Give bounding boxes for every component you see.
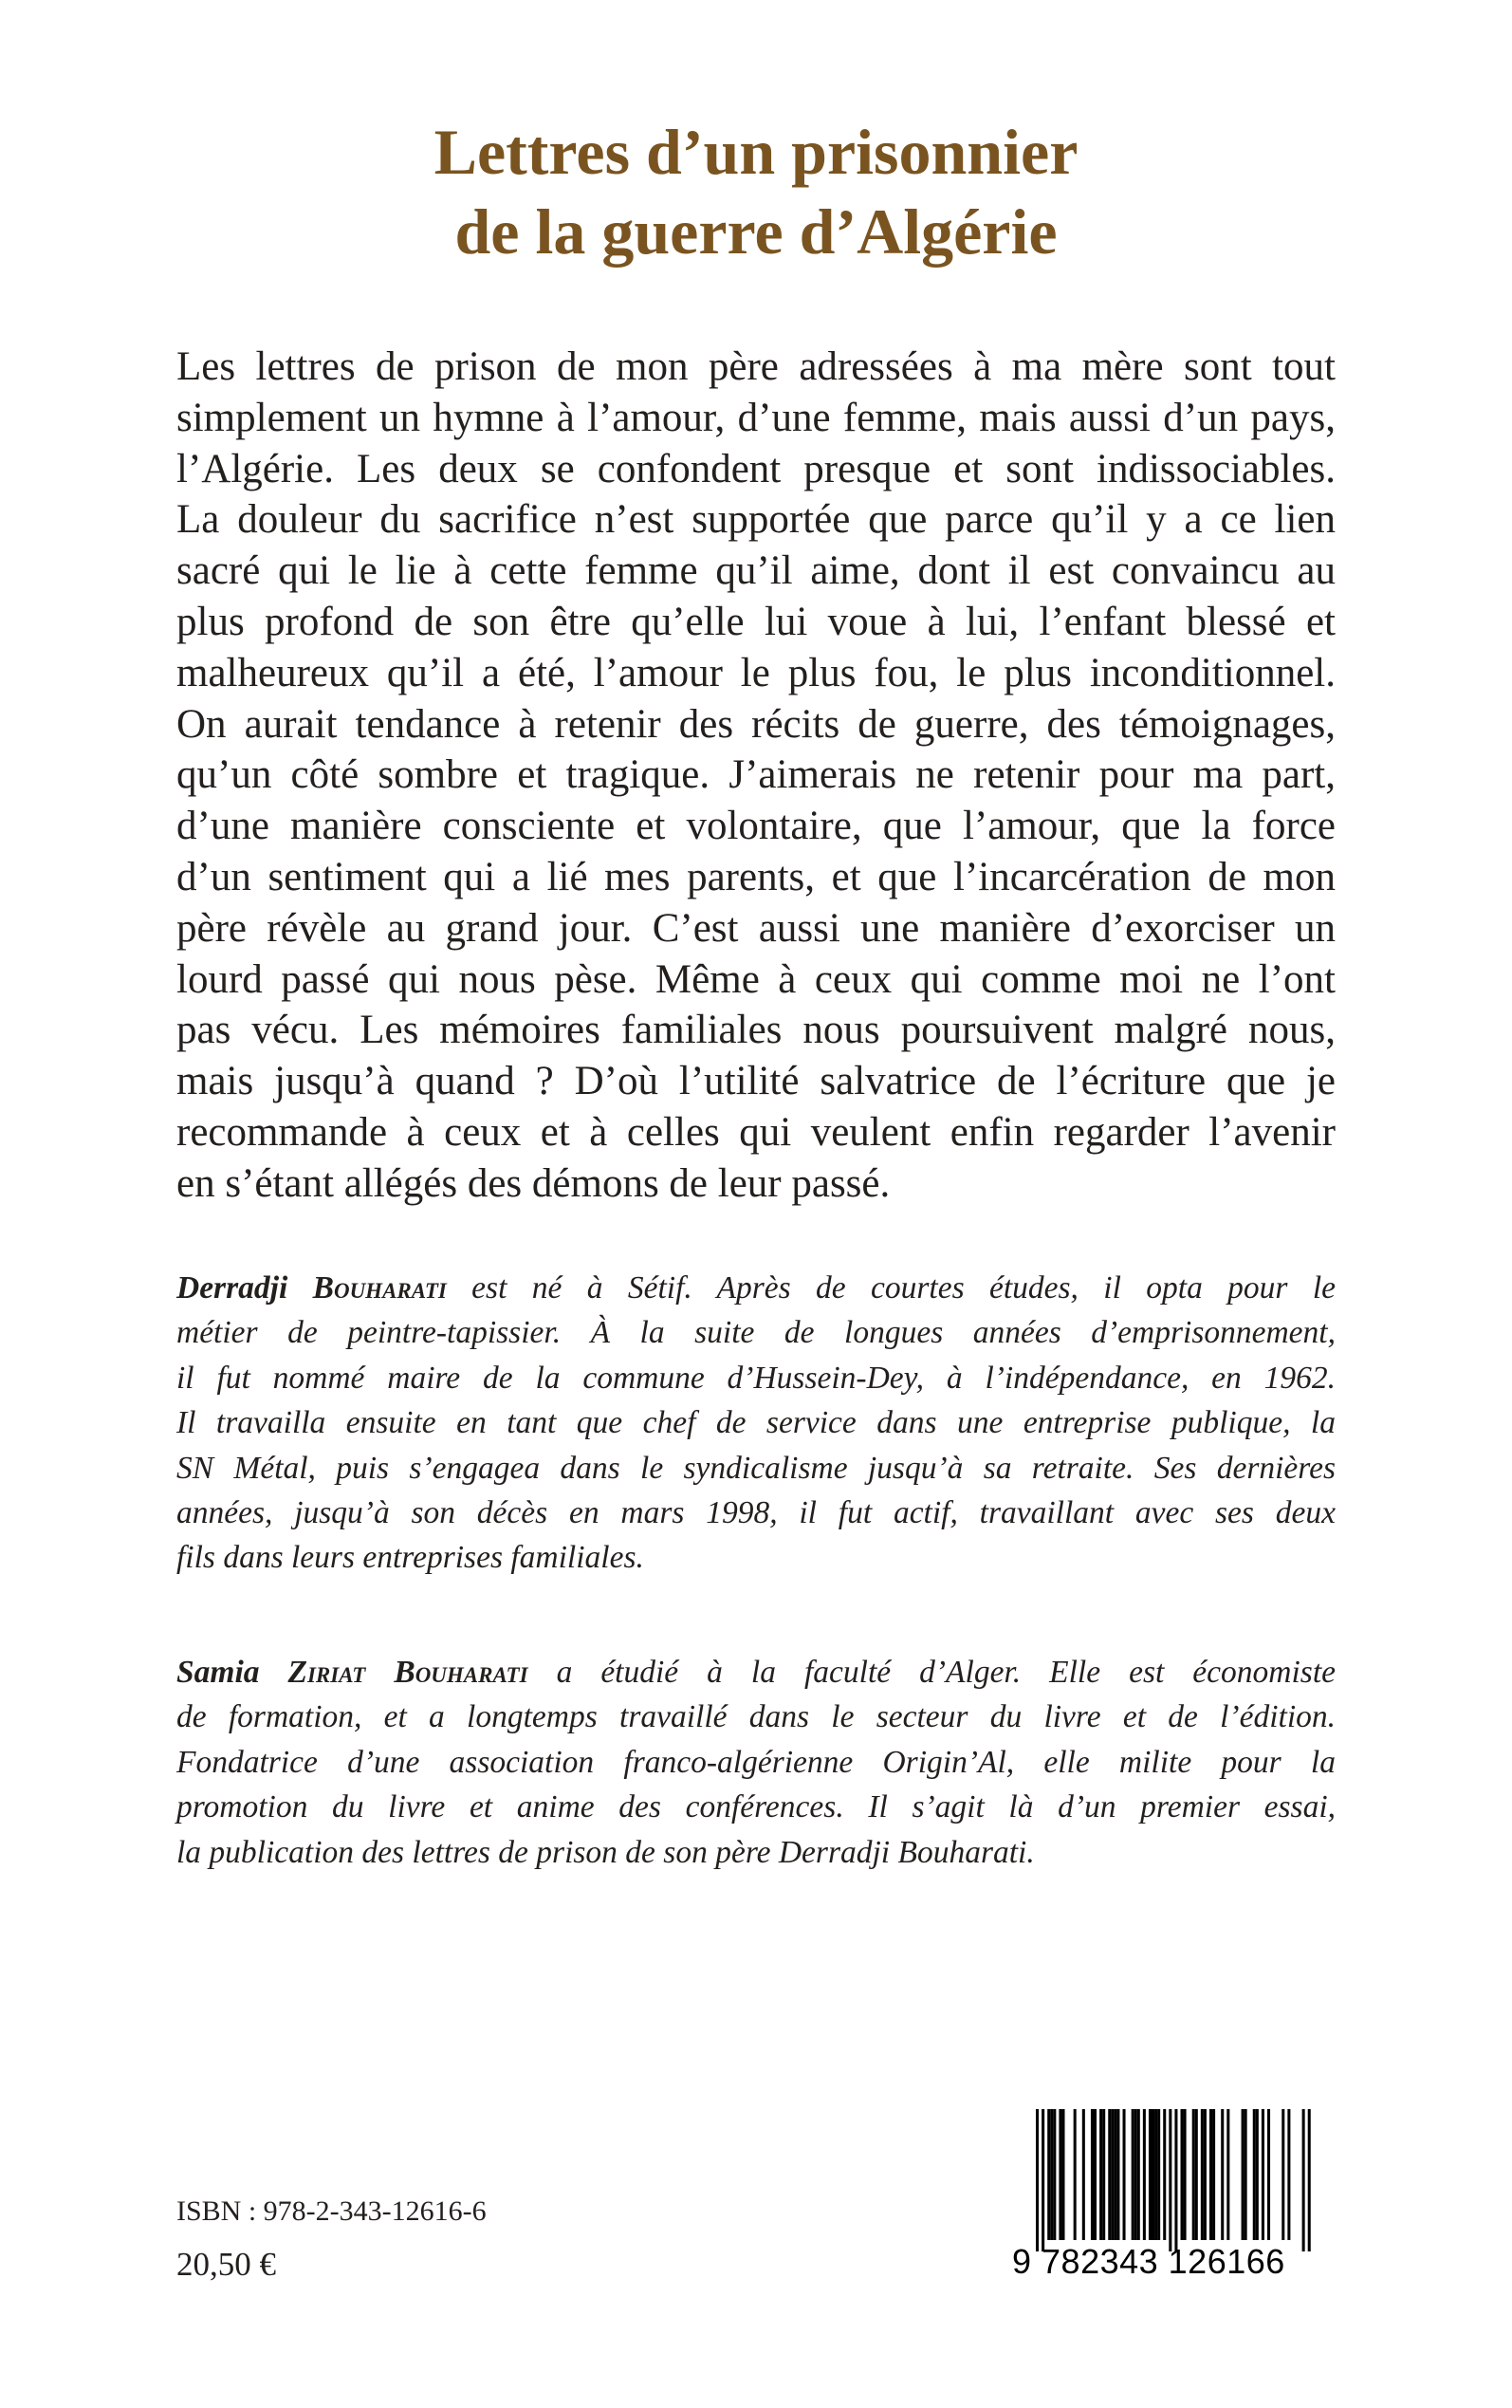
barcode-bar bbox=[1094, 2109, 1097, 2240]
barcode-bar bbox=[1287, 2109, 1290, 2240]
bio-line: années, jusqu’à son décès en mars 1998, il fut actif, travaillant avec ses deux bbox=[176, 1494, 1336, 1530]
barcode-bar bbox=[1174, 2109, 1177, 2251]
bio-line: fils dans leurs entreprises familiales. bbox=[176, 1540, 644, 1576]
barcode-bar bbox=[1154, 2109, 1157, 2240]
book-title bbox=[0, 112, 1512, 271]
bio-line bbox=[176, 1650, 1336, 1695]
barcode-bar bbox=[1111, 2109, 1114, 2240]
barcode-bar bbox=[1221, 2109, 1224, 2240]
bio-line bbox=[176, 1266, 1336, 1310]
barcode-bar bbox=[1074, 2109, 1077, 2240]
author-first-name: Derradji bbox=[176, 1270, 288, 1306]
bio-line: SN Métal, puis s’engagea dans le syndicalisme jusqu’à sa retraite. Ses dernières bbox=[176, 1450, 1336, 1486]
summary-line: simplement un hymne à l’amour, d’une femme, mais aussi d’un pays, bbox=[176, 395, 1336, 440]
bio-first-line-text: a étudié à la faculté d’Alger. Elle est économiste bbox=[527, 1655, 1336, 1690]
barcode-bar bbox=[1050, 2109, 1053, 2240]
price: 20,50 € bbox=[176, 2246, 276, 2283]
barcode-bar bbox=[1195, 2109, 1198, 2240]
barcode-bar bbox=[1262, 2109, 1264, 2240]
barcode bbox=[1003, 2100, 1349, 2308]
bio-line: Il travailla ensuite en tant que chef de service dans une entreprise publique, la bbox=[176, 1405, 1336, 1441]
barcode-bar bbox=[1061, 2109, 1064, 2240]
author-bio-samia bbox=[176, 1650, 1336, 1875]
barcode-bar bbox=[1099, 2109, 1102, 2240]
bio-line: promotion du livre et anime des conférences. Il s’agit là d’un premier essai, bbox=[176, 1789, 1336, 1825]
barcode-bar bbox=[1212, 2109, 1215, 2240]
barcode-bar bbox=[1132, 2109, 1134, 2240]
bio-line: il fut nommé maire de la commune d’Hussein-Dey, à l’indépendance, en 1962. bbox=[176, 1360, 1336, 1396]
barcode-bar bbox=[1152, 2109, 1154, 2240]
barcode-digits: 9 782343 126166 bbox=[1012, 2242, 1285, 2281]
summary-line: Les lettres de prison de mon père adressées à ma mère sont tout bbox=[176, 344, 1336, 389]
barcode-bar bbox=[1267, 2109, 1270, 2240]
bio-line: métier de peintre-tapissier. À la suite de longues années d’emprisonnement, bbox=[176, 1315, 1336, 1351]
barcode-bar bbox=[1042, 2109, 1044, 2251]
title-line-1: Lettres d’un prisonnier bbox=[433, 116, 1079, 188]
barcode-bar bbox=[1157, 2109, 1160, 2240]
summary-line: lourd passé qui nous pèse. Même à ceux qui comme moi ne l’ont bbox=[176, 956, 1336, 1002]
barcode-bar bbox=[1123, 2109, 1126, 2240]
barcode-bar bbox=[1036, 2109, 1039, 2251]
summary-line: mais jusqu’à quand ? D’où l’utilité salvatrice de l’écriture que je bbox=[176, 1059, 1336, 1104]
barcode-bar bbox=[1108, 2109, 1111, 2240]
bio-line: de formation, et a longtemps travaillé dans le secteur du livre et de l’édition. bbox=[176, 1699, 1336, 1735]
title-line-2: de la guerre d’Algérie bbox=[454, 195, 1058, 268]
isbn-number: ISBN : 978-2-343-12616-6 bbox=[176, 2195, 487, 2227]
bio-line: la publication des lettres de prison de son père Derradji Bouharati. bbox=[176, 1834, 1035, 1870]
barcode-bar bbox=[1253, 2109, 1256, 2240]
author-last-name: Ziriat Bouharati bbox=[287, 1655, 528, 1690]
barcode-bars bbox=[1036, 2109, 1320, 2251]
barcode-bar bbox=[1192, 2109, 1195, 2240]
barcode-bar bbox=[1149, 2109, 1152, 2240]
barcode-bar bbox=[1102, 2109, 1105, 2240]
barcode-bar bbox=[1143, 2109, 1146, 2240]
barcode-bar bbox=[1242, 2109, 1245, 2240]
summary-line: sacré qui le lie à cette femme qu’il aime, dont il est convaincu au bbox=[176, 548, 1336, 594]
summary-line: l’Algérie. Les deux se confondent presque et sont indissociables. bbox=[176, 446, 1336, 491]
barcode-bar bbox=[1137, 2109, 1140, 2240]
barcode-bar bbox=[1053, 2109, 1056, 2240]
barcode-bar bbox=[1114, 2109, 1116, 2240]
bio-first-line-text: est né à Sétif. Après de courtes études, il opta pour le bbox=[446, 1270, 1336, 1306]
barcode-bar bbox=[1201, 2109, 1204, 2240]
summary-line: d’un sentiment qui a lié mes parents, et que l’incarcération de mon bbox=[176, 854, 1336, 899]
barcode-bar bbox=[1116, 2109, 1119, 2240]
barcode-bar bbox=[1163, 2109, 1166, 2240]
summary-line: père révèle au grand jour. C’est aussi une manière d’exorciser un bbox=[176, 905, 1336, 951]
barcode-bar bbox=[1134, 2109, 1137, 2240]
summary-text bbox=[176, 342, 1336, 1210]
barcode-bar bbox=[1256, 2109, 1259, 2240]
bio-line: Fondatrice d’une association franco-algérienne Origin’Al, elle milite pour la bbox=[176, 1744, 1336, 1780]
barcode-bar bbox=[1204, 2109, 1207, 2240]
author-first-name: Samia bbox=[176, 1655, 260, 1690]
barcode-bar bbox=[1181, 2109, 1184, 2240]
summary-line: On aurait tendance à retenir des récits de guerre, des témoignages, bbox=[176, 701, 1336, 747]
summary-line: d’une manière consciente et volontaire, que l’amour, que la force bbox=[176, 804, 1336, 849]
summary-line: recommande à ceux et à celles qui veulent enfin regarder l’avenir bbox=[176, 1109, 1336, 1155]
author-last-name: Bouharati bbox=[312, 1270, 447, 1306]
barcode-bar bbox=[1282, 2109, 1284, 2240]
summary-line: La douleur du sacrifice n’est supportée que parce qu’il y a ce lien bbox=[176, 497, 1336, 543]
barcode-bar bbox=[1047, 2109, 1050, 2240]
summary-line: malheureux qu’il a été, l’amour le plus fou, le plus inconditionnel. bbox=[176, 650, 1336, 695]
barcode-bar bbox=[1245, 2109, 1247, 2240]
barcode-bar bbox=[1308, 2109, 1311, 2251]
summary-line: pas vécu. Les mémoires familiales nous poursuivent malgré nous, bbox=[176, 1008, 1336, 1053]
barcode-bar bbox=[1226, 2109, 1229, 2240]
author-bio-derradji bbox=[176, 1266, 1336, 1581]
summary-line: plus profond de son être qu’elle lui voue à lui, l’enfant blessé et bbox=[176, 599, 1336, 644]
summary-line: en s’étant allégés des démons de leur passé. bbox=[176, 1160, 891, 1206]
summary-line: qu’un côté sombre et tragique. J’aimerais ne retenir pour ma part, bbox=[176, 752, 1336, 798]
barcode-bar bbox=[1059, 2109, 1061, 2240]
barcode-bar bbox=[1082, 2109, 1085, 2240]
barcode-bar bbox=[1209, 2109, 1212, 2240]
barcode-bar bbox=[1091, 2109, 1094, 2240]
barcode-bar bbox=[1302, 2109, 1305, 2251]
barcode-bar bbox=[1169, 2109, 1171, 2251]
barcode-bar bbox=[1184, 2109, 1187, 2240]
